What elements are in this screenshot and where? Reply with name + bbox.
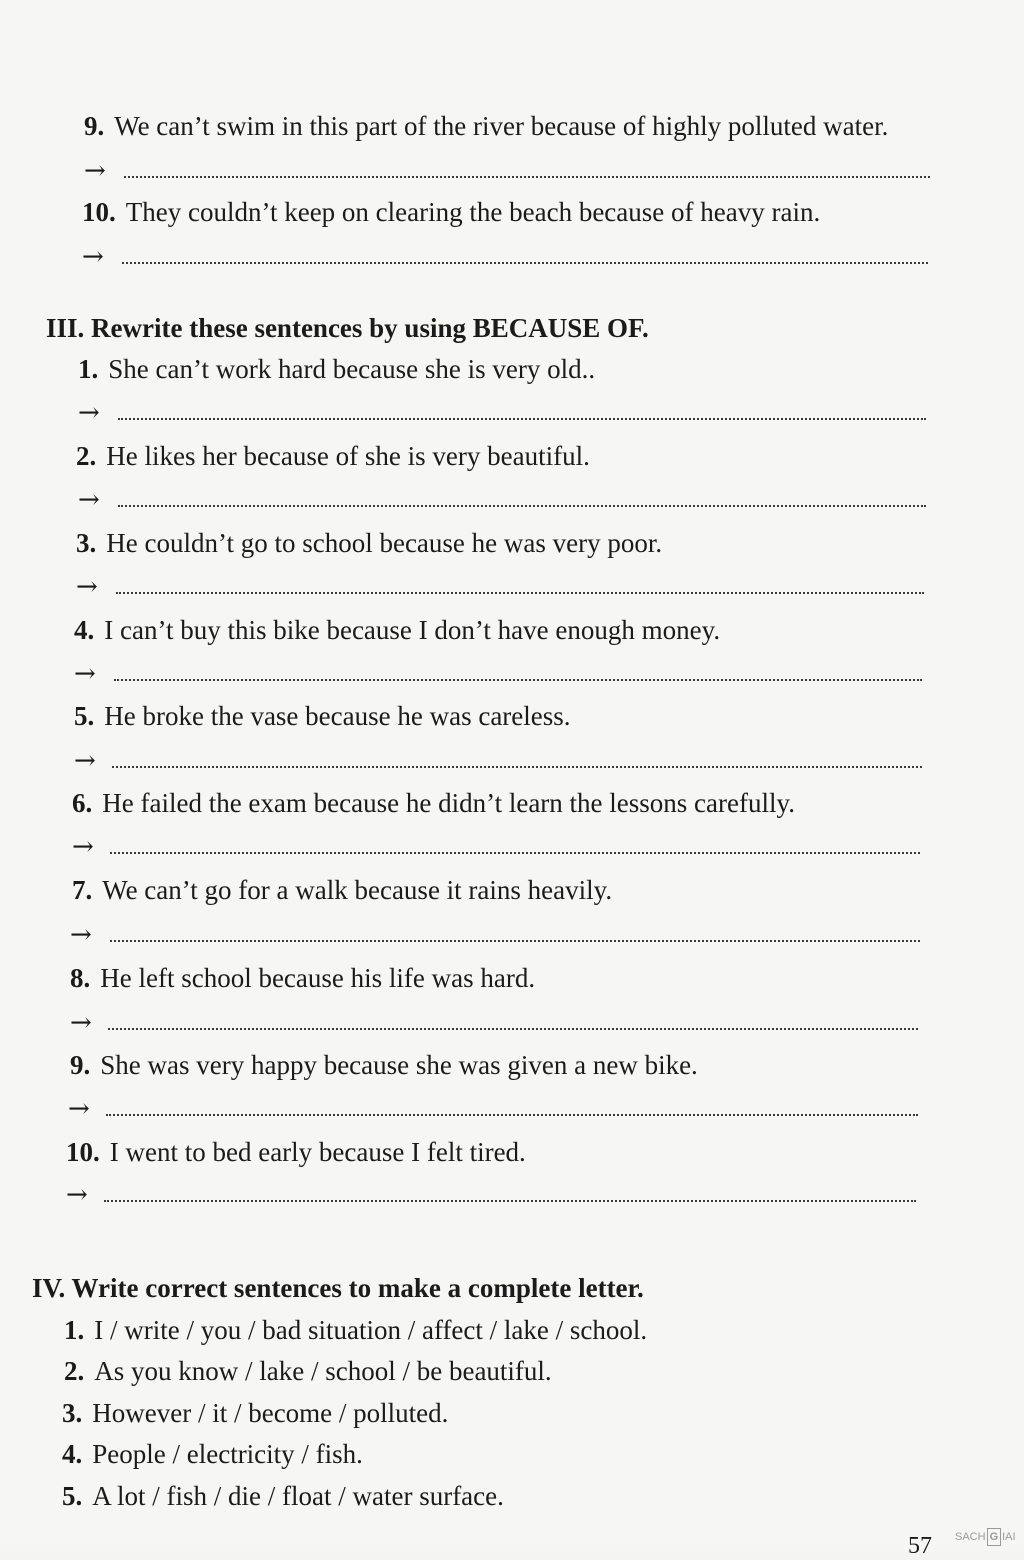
answer-line[interactable] bbox=[124, 176, 930, 178]
exercise-item: 9. We can’t swim in this part of the river because of highly polluted water. bbox=[84, 111, 889, 141]
answer-line[interactable] bbox=[118, 505, 926, 507]
answer-line[interactable] bbox=[114, 679, 922, 681]
answer-arrow: → bbox=[68, 1094, 90, 1124]
exercise-item: 10. They couldn’t keep on clearing the beach because of heavy rain. bbox=[82, 197, 821, 227]
exercise-item: 10. I went to bed early because I felt tired. bbox=[66, 1137, 526, 1167]
section-heading: IV. Write correct sentences to make a complete letter. bbox=[32, 1273, 644, 1303]
exercise-item: 2. As you know / lake / school / be beautiful. bbox=[64, 1356, 552, 1386]
answer-arrow: → bbox=[76, 572, 98, 602]
answer-arrow: → bbox=[78, 485, 100, 515]
page-number: 57 bbox=[908, 1533, 932, 1559]
exercise-item: 1. She can’t work hard because she is very old.. bbox=[78, 354, 596, 384]
answer-line[interactable] bbox=[110, 940, 920, 942]
section-heading: III. Rewrite these sentences by using BECAUSE OF. bbox=[46, 313, 649, 343]
answer-arrow: → bbox=[74, 659, 96, 689]
answer-line[interactable] bbox=[106, 1114, 918, 1116]
exercise-item: 7. We can’t go for a walk because it rains heavily. bbox=[72, 875, 613, 905]
exercise-item: 6. He failed the exam because he didn’t learn the lessons carefully. bbox=[72, 788, 795, 818]
exercise-item: 3. However / it / become / polluted. bbox=[62, 1398, 449, 1428]
exercise-item: 4. People / electricity / fish. bbox=[62, 1439, 363, 1469]
answer-line[interactable] bbox=[108, 1028, 918, 1030]
answer-arrow: → bbox=[70, 1008, 92, 1038]
answer-arrow: → bbox=[84, 156, 106, 186]
exercise-item: 4. I can’t buy this bike because I don’t have enough money. bbox=[74, 615, 721, 645]
answer-line[interactable] bbox=[118, 418, 926, 420]
exercise-item: 8. He left school because his life was hard. bbox=[70, 963, 536, 993]
exercise-item: 5. A lot / fish / die / float / water surface. bbox=[62, 1481, 504, 1511]
answer-line[interactable] bbox=[104, 1200, 916, 1202]
exercise-item: 9. She was very happy because she was given a new bike. bbox=[70, 1050, 698, 1080]
answer-arrow: → bbox=[78, 398, 100, 428]
answer-line[interactable] bbox=[116, 592, 924, 594]
exercise-item: 3. He couldn’t go to school because he was very poor. bbox=[76, 528, 663, 558]
watermark-logo: SACH G IAI bbox=[955, 1528, 1016, 1546]
answer-arrow: → bbox=[82, 242, 104, 272]
exercise-item: 2. He likes her because of she is very beautiful. bbox=[76, 441, 590, 471]
answer-line[interactable] bbox=[110, 852, 920, 854]
exercise-item: 1. I / write / you / bad situation / affect / lake / school. bbox=[64, 1315, 648, 1345]
exercise-item: 5. He broke the vase because he was careless. bbox=[74, 701, 571, 731]
answer-arrow: → bbox=[74, 746, 96, 776]
answer-arrow: → bbox=[72, 832, 94, 862]
answer-line[interactable] bbox=[122, 262, 928, 264]
answer-line[interactable] bbox=[112, 766, 922, 768]
answer-arrow: → bbox=[66, 1180, 88, 1210]
answer-arrow: → bbox=[70, 920, 92, 950]
